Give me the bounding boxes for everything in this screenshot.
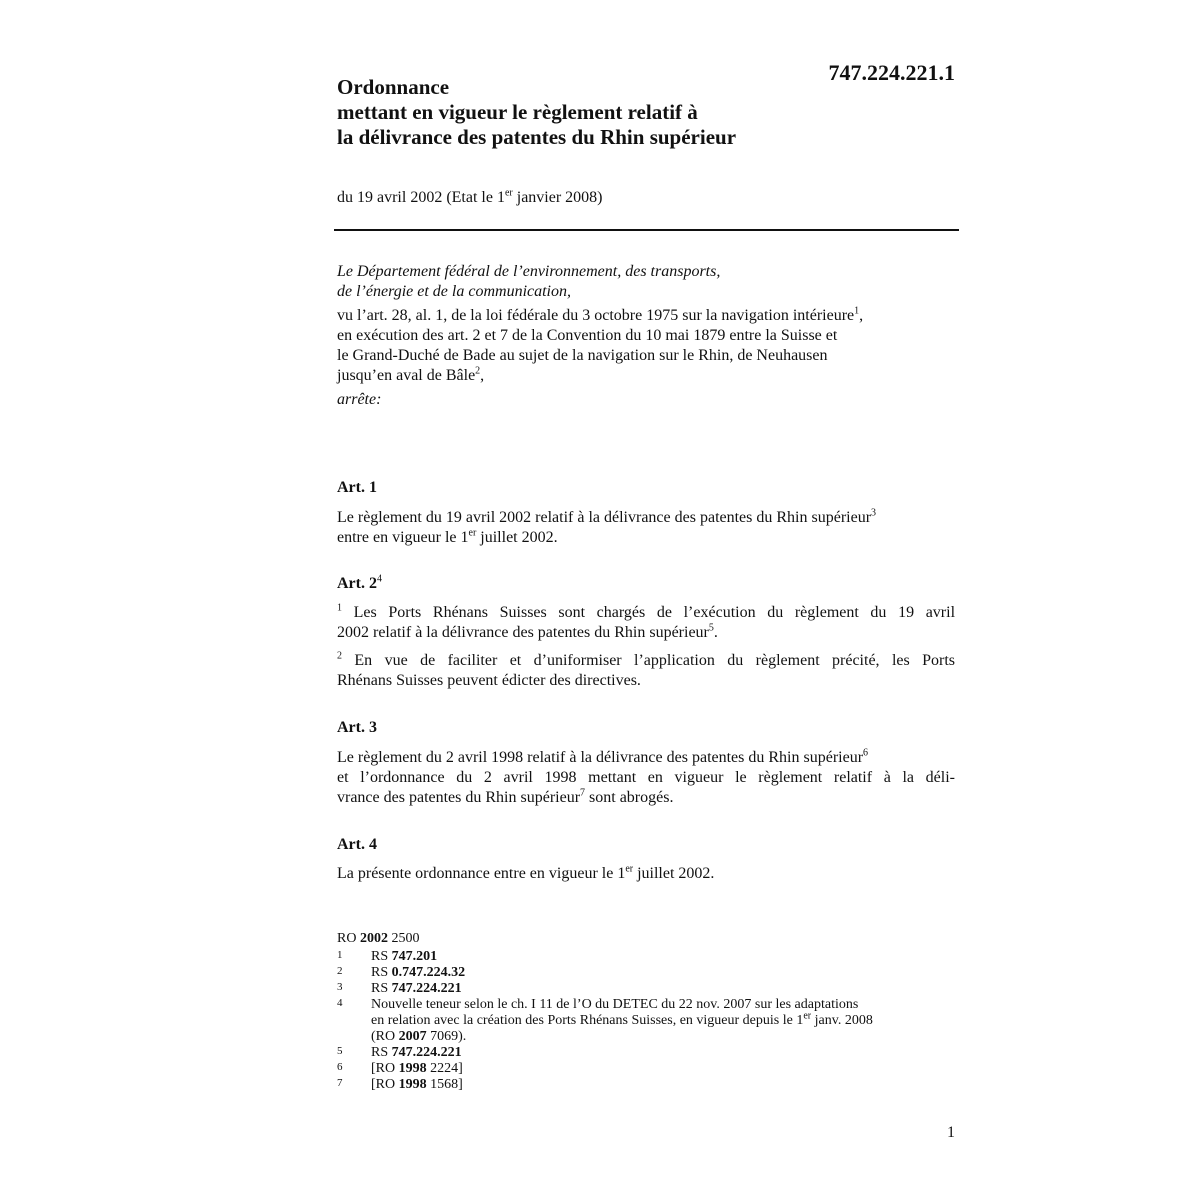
footnote-number: 3: [337, 981, 343, 993]
article-3-heading: Art. 3: [337, 719, 377, 736]
footnote-ref-number[interactable]: 1998: [398, 1077, 427, 1092]
footnote-ref[interactable]: 6: [863, 747, 869, 759]
article-2-p1-line: [337, 623, 955, 643]
footnote-text: [371, 1045, 957, 1061]
footnote-text: [371, 1061, 957, 1077]
footnote-pre: RS: [371, 965, 392, 980]
article-4-line: [337, 864, 955, 884]
article-3-line: et l’ordonnance du 2 avril 1998 mettant en vigueur le règlement relatif à la déli-: [337, 769, 955, 786]
legal-basis-1: [337, 306, 957, 326]
article-1-text: [337, 508, 955, 548]
footnote-number: 5: [337, 1045, 343, 1057]
footnote-number: 6: [337, 1061, 343, 1073]
footnote-ref-number[interactable]: 747.224.221: [391, 1045, 462, 1060]
footnote-item: [337, 965, 957, 981]
punctuation: ,: [480, 367, 485, 384]
footnote-text: [371, 981, 957, 997]
article-3-line: [337, 748, 955, 768]
footnote-text: [371, 949, 957, 965]
footnote-item: [337, 997, 957, 1045]
title-line: Ordonnance: [337, 75, 450, 99]
ro-prefix: RO: [337, 931, 360, 946]
footnote-item: [337, 1061, 957, 1077]
footnote-number: 2: [337, 965, 343, 977]
article-2-p1-line-text: 2002 relatif à la délivrance des patentes du Rhin supérieur: [337, 624, 709, 641]
ro-year: 2002: [359, 931, 388, 946]
article-1-line: [337, 508, 955, 528]
ro-page: 2500: [387, 931, 420, 946]
page-number: 1: [947, 1124, 955, 1141]
article-4-text: [337, 864, 955, 884]
article-3-line: [337, 788, 955, 808]
article-1-line-text: Le règlement du 19 avril 2002 relatif à la délivrance des patentes du Rhin supérieur: [337, 509, 872, 526]
article-2-p2-line: Rhénans Suisses peuvent édicter des directives.: [337, 672, 641, 689]
footnote-line: [371, 1010, 957, 1029]
date-suffix: janvier 2008): [512, 189, 603, 206]
article-2-heading-text: Art. 2: [337, 575, 377, 592]
date-superscript: er: [504, 187, 513, 199]
article-2-p1-line-text: Les Ports Rhénans Suisses sont chargés de l’exécution du règlement du 19 avril: [353, 604, 956, 621]
footnote-pre: [RO: [371, 1077, 399, 1092]
article-2-p2-line-text: En vue de faciliter et d’uniformiser l’application du règlement précité, les Ports: [354, 652, 956, 669]
title-line: mettant en vigueur le règlement relatif à: [337, 100, 698, 124]
header-divider: [334, 229, 959, 231]
footnote-post: 2224]: [426, 1061, 463, 1076]
article-3-line-text: vrance des patentes du Rhin supérieur: [337, 789, 581, 806]
article-1-line: [337, 528, 955, 548]
footnote-ref-number[interactable]: 747.201: [391, 949, 438, 964]
footnote-line-text: (RO: [371, 1029, 399, 1044]
article-2-p2-line: [337, 651, 955, 671]
footnote-ref-number[interactable]: 747.224.221: [391, 981, 462, 996]
article-2-paragraph-2: [337, 651, 955, 691]
official-compilation-ref: [337, 931, 957, 947]
legal-basis-1-text: vu l’art. 28, al. 1, de la loi fédérale du 3 octobre 1975 sur la navigation intérieure: [337, 307, 855, 324]
legal-basis-2-line: [337, 366, 957, 386]
footnote-ref[interactable]: 4: [376, 573, 382, 585]
footnote-text: [371, 965, 957, 981]
ordinal-superscript: er: [625, 863, 634, 875]
footnote-item: [337, 981, 957, 997]
paragraph-number: 2: [337, 650, 342, 662]
article-3-line-text: Le règlement du 2 avril 1998 relatif à la délivrance des patentes du Rhin supérieur: [337, 749, 864, 766]
punctuation: .: [713, 624, 718, 641]
article-2-paragraph-1: [337, 603, 955, 643]
title-line: la délivrance des patentes du Rhin supérieur: [337, 125, 737, 149]
article-3-line-text: sont abrogés.: [585, 789, 674, 806]
footnote-ref[interactable]: 1: [854, 305, 860, 317]
footnote-line: [371, 1029, 957, 1045]
footnote-ref[interactable]: 7: [580, 787, 586, 799]
date-prefix: du 19 avril 2002 (Etat le 1: [337, 189, 505, 206]
punctuation: ,: [859, 307, 864, 324]
footnote-number: 1: [337, 949, 343, 961]
article-2-heading: [337, 575, 382, 593]
footnote-item: [337, 1077, 957, 1093]
legal-basis-2-line: le Grand-Duché de Bade au sujet de la navigation sur le Rhin, de Neuhausen: [337, 347, 828, 364]
footnote-line-text: en relation avec la création des Ports Rhénans Suisses, en vigueur depuis le 1: [371, 1013, 804, 1028]
legal-basis-2: [337, 326, 957, 386]
paragraph-number: 1: [337, 602, 342, 614]
footnote-ref-number[interactable]: 1998: [398, 1061, 427, 1076]
footnotes: [337, 931, 957, 1093]
footnote-pre: [RO: [371, 1061, 399, 1076]
footnote-ref-number[interactable]: 0.747.224.32: [391, 965, 466, 980]
footnote-line-text: janv. 2008: [811, 1013, 873, 1028]
footnote-text: [371, 997, 957, 1045]
date-line: [337, 189, 603, 207]
legal-basis-2-last: jusqu’en aval de Bâle: [337, 367, 476, 384]
article-2-p1-line: [337, 603, 955, 623]
article-1-line-text: entre en vigueur le 1: [337, 529, 469, 546]
ordinal-superscript: er: [468, 527, 477, 539]
footnote-ref-number[interactable]: 2007: [398, 1029, 427, 1044]
article-4-line-text: La présente ordonnance entre en vigueur le 1: [337, 865, 626, 882]
footnote-ref[interactable]: 5: [708, 622, 714, 634]
legal-basis-2-line: en exécution des art. 2 et 7 de la Convention du 10 mai 1879 entre la Suisse et: [337, 327, 838, 344]
footnote-item: [337, 1045, 957, 1061]
article-1-heading: Art. 1: [337, 479, 377, 496]
authority-line: de l’énergie et de la communication,: [337, 283, 571, 300]
footnote-number: 4: [337, 997, 343, 1009]
article-4-line-text: juillet 2002.: [633, 865, 715, 882]
footnote-post: 1568]: [426, 1077, 463, 1092]
footnote-ref[interactable]: 3: [871, 507, 877, 519]
footnote-ref[interactable]: 2: [475, 365, 481, 377]
article-1-line-text: juillet 2002.: [476, 529, 558, 546]
footnote-line-text: 7069).: [426, 1029, 467, 1044]
article-4-heading: Art. 4: [337, 836, 377, 853]
footnote-pre: RS: [371, 949, 392, 964]
sr-number: 747.224.221.1: [828, 60, 955, 85]
ordinal-superscript: er: [803, 1010, 812, 1022]
decree-word: arrête:: [337, 391, 382, 408]
footnote-text: [371, 1077, 957, 1093]
footnote-pre: RS: [371, 1045, 392, 1060]
footnote-item: [337, 949, 957, 965]
document-title: [337, 75, 857, 150]
preamble: [337, 262, 957, 410]
footnote-pre: RS: [371, 981, 392, 996]
authority-line: Le Département fédéral de l’environnement, des transports,: [337, 263, 721, 280]
footnote-line: Nouvelle teneur selon le ch. I 11 de l’O du DETEC du 22 nov. 2007 sur les adaptations: [371, 997, 859, 1012]
article-3-text: [337, 748, 955, 808]
footnote-number: 7: [337, 1077, 343, 1089]
